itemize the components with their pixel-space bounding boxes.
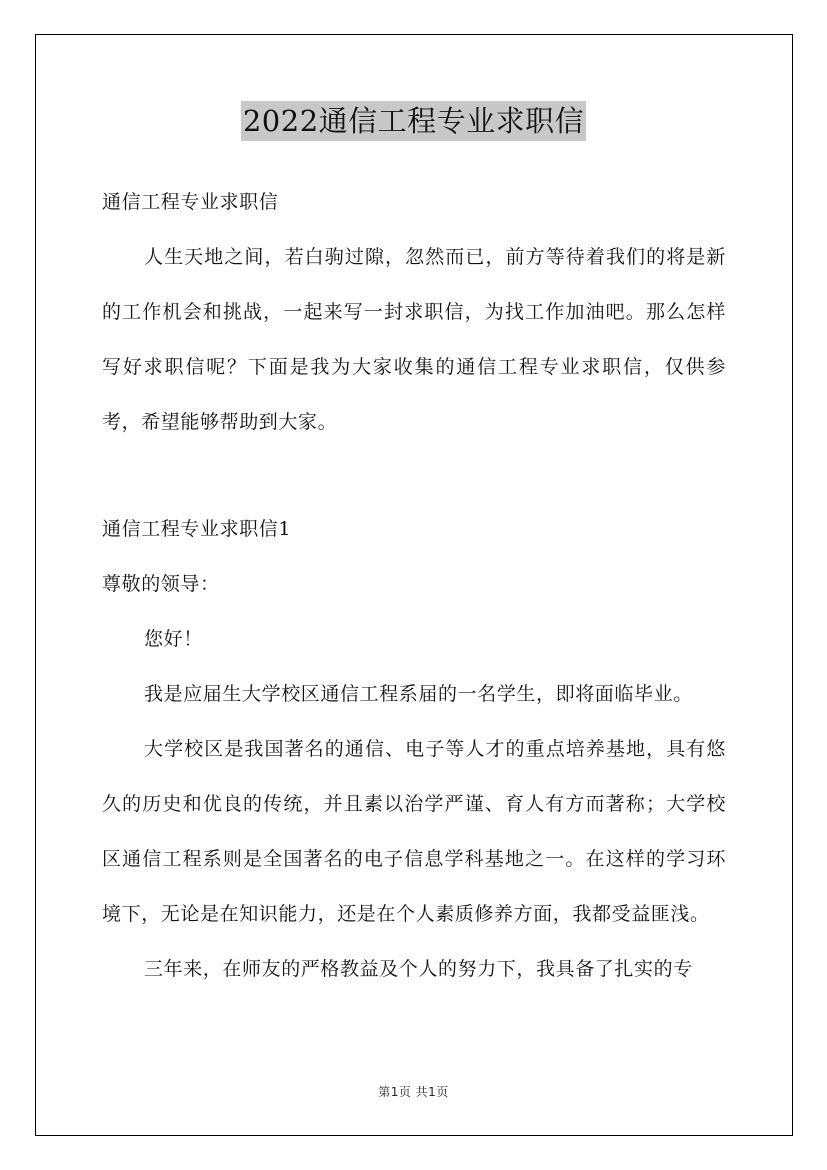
page-footer: 第1页 共1页: [378, 1085, 449, 1099]
subtitle: 通信工程专业求职信: [102, 191, 279, 213]
title-container: [0, 101, 827, 141]
body-paragraph-3: 三年来，在师友的严格教益及个人的努力下，我具备了扎实的专: [144, 958, 693, 980]
intro-paragraph: 人生天地之间，若白驹过隙，忽然而已，前方等待着我们的将是新的工作机会和挑战，一起来写一封求职信，为找工作加油吧。那么怎样写好求职信呢？下面是我为大家收集的通信工程专业求职信，仅供参考，希望能够帮助到大家。: [102, 246, 726, 433]
salutation: 尊敬的领导：: [102, 573, 220, 595]
document-title: 2022通信工程专业求职信: [241, 101, 586, 141]
section-heading: 通信工程专业求职信1: [102, 518, 292, 540]
greeting: 您好！: [144, 628, 203, 650]
body-paragraph-2: 大学校区是我国著名的通信、电子等人才的重点培养基地，具有悠久的历史和优良的传统，并且素以治学严谨、育人有方而著称；大学校区通信工程系则是全国著名的电子信息学科基地之一。在这样的学习环境下，无论是在知识能力，还是在个人素质修养方面，我都受益匪浅。: [102, 738, 726, 925]
body-paragraph-1: 我是应届生大学校区通信工程系届的一名学生，即将面临毕业。: [144, 683, 693, 705]
document-body: [102, 175, 726, 997]
